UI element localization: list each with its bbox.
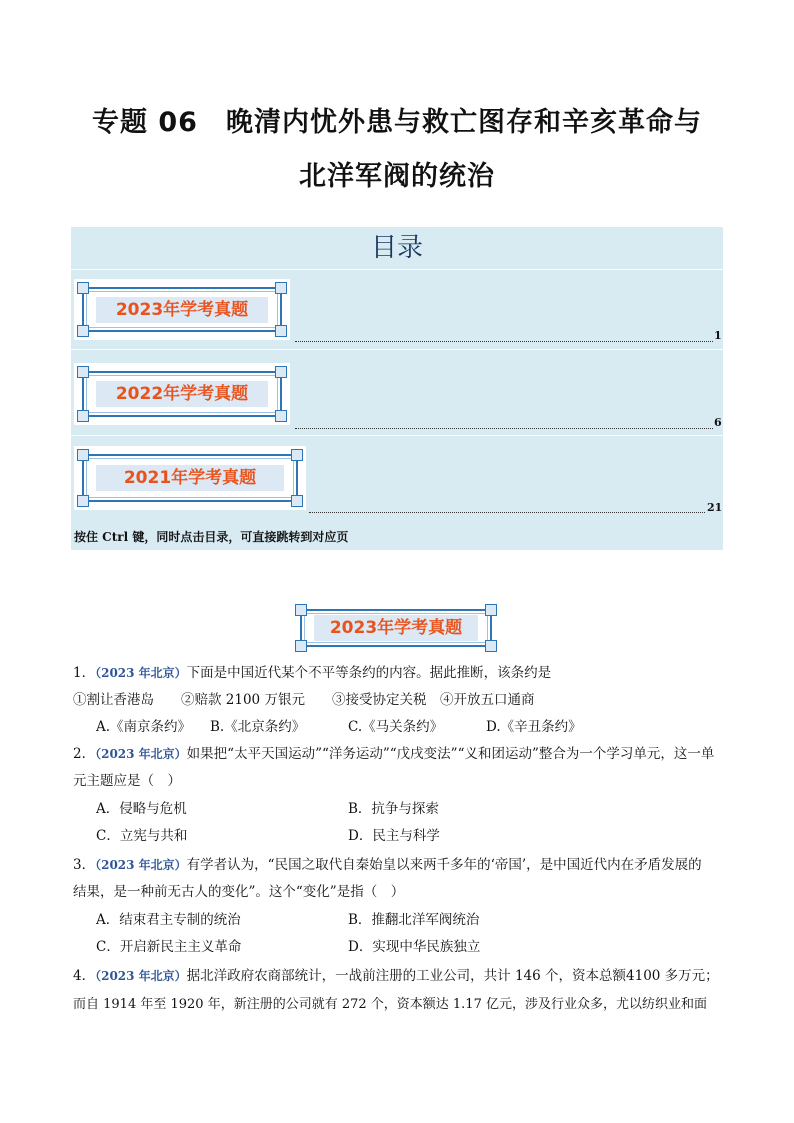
toc-entry-label: 2022年学考真题 [96,381,268,407]
corner-ornament [291,495,303,507]
option-d[interactable]: D.《辛丑条约》 [486,719,582,735]
option-c[interactable]: C．立宪与共和 [96,828,188,844]
question-source: （2023 年北京） [95,969,187,983]
question-3-stem-continued: 结果，是一种前无古人的变化”。这个“变化”是指（ ） [73,884,405,900]
toc-heading: 目录 [71,227,723,270]
corner-ornament [485,604,497,616]
section-heading-badge [292,601,500,655]
option-b[interactable]: B．抗争与探索 [348,801,439,817]
corner-ornament [77,325,89,337]
toc-entry-label: 2021年学考真题 [96,465,284,491]
corner-ornament [295,604,307,616]
question-number: 1． [73,665,96,681]
toc-entry-label: 2023年学考真题 [96,297,268,323]
option-b[interactable]: B．推翻北洋军阀统治 [348,912,480,928]
toc-navigation-hint: 按住 Ctrl 键，同时点击目录，可直接跳转到对应页 [74,530,349,544]
question-1-stem [73,660,733,687]
title-line-2: 北洋军阀的统治 [299,161,495,192]
corner-ornament [275,282,287,294]
toc-entry-2021-badge[interactable] [74,446,306,510]
corner-ornament [295,640,307,652]
question-source: （2023 年北京） [95,747,187,761]
corner-ornament [275,410,287,422]
corner-ornament [77,410,89,422]
option-a[interactable]: A．侵略与危机 [96,801,187,817]
question-text: 据北洋政府农商部统计，一战前注册的工业公司，共计 146 个，资本总额4100 多万元； [186,968,719,984]
corner-ornament [275,366,287,378]
toc-leader-dots [295,414,713,429]
toc-page-number[interactable]: 21 [707,501,723,514]
question-number: 4． [73,968,96,984]
question-2-stem [73,741,733,768]
question-text: 如果把“太平天国运动”“洋务运动”“戊戌变法”“义和团运动”整合为一个学习单元，这一单 [186,746,715,762]
question-number: 2． [73,746,96,762]
toc-entry-2022-badge[interactable] [74,363,290,425]
toc-page-number[interactable]: 6 [714,416,722,429]
question-1-items: ①割让香港岛 ②赔款 2100 万银元 ③接受协定关税 ④开放五口通商 [73,692,535,708]
question-4-stem [73,963,733,990]
option-c[interactable]: C．开启新民主主义革命 [96,939,242,955]
question-3-stem [73,852,733,879]
document-title [0,96,794,204]
option-d[interactable]: D．实现中华民族独立 [348,939,481,955]
option-a[interactable]: A．结束君主专制的统治 [96,912,241,928]
toc-leader-dots [309,498,705,513]
question-number: 3． [73,857,96,873]
corner-ornament [77,495,89,507]
option-b[interactable]: B.《北京条约》 [210,719,306,735]
question-text: 下面是中国近代某个不平等条约的内容。据此推断，该条约是 [186,665,552,681]
question-source: （2023 年北京） [95,666,187,680]
option-a[interactable]: A.《南京条约》 [96,719,192,735]
title-line-1: 专题 06 晚清内忧外患与救亡图存和辛亥革命与 [92,107,702,138]
corner-ornament [291,449,303,461]
corner-ornament [77,366,89,378]
table-of-contents [71,227,723,550]
toc-leader-dots [295,327,713,342]
toc-page-number[interactable]: 1 [714,329,722,342]
corner-ornament [77,449,89,461]
corner-ornament [485,640,497,652]
section-heading-label: 2023年学考真题 [314,615,478,641]
question-source: （2023 年北京） [95,858,187,872]
question-text: 有学者认为，“民国之取代自秦始皇以来两千多年的‘帝国’，是中国近代内在矛盾发展的 [186,857,702,873]
question-2-stem-continued: 元主题应是（ ） [73,773,181,789]
question-4-stem-continued: 而自 1914 年至 1920 年，新注册的公司就有 272 个，资本额达 1.17 亿元，涉及行业众多，尤以纺织业和面 [73,997,707,1012]
option-c[interactable]: C.《马关条约》 [348,719,444,735]
option-d[interactable]: D．民主与科学 [348,828,440,844]
corner-ornament [77,282,89,294]
toc-entry-2023-badge[interactable] [74,279,290,340]
corner-ornament [275,325,287,337]
